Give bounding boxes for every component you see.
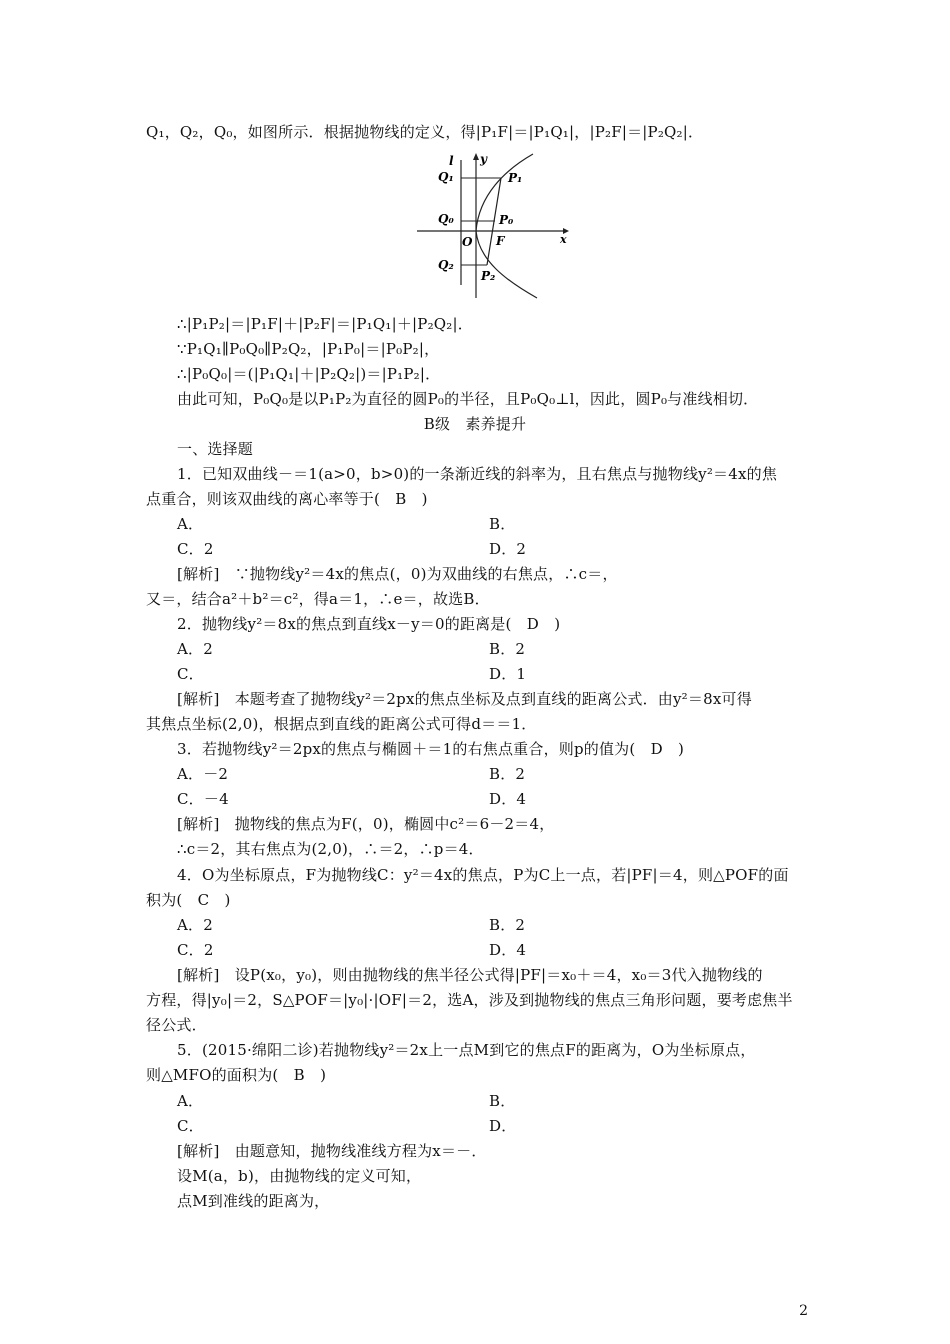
analysis-5: [解析] 由题意知，抛物线准线方程为x＝－．: [177, 1142, 487, 1160]
text-line: ∵P₁Q₁∥P₀Q₀∥P₂Q₂，|P₁P₀|＝|P₀P₂|，: [177, 340, 440, 358]
option-d: D．4: [489, 941, 527, 959]
label-o: O: [462, 235, 473, 249]
option-b: B．2: [489, 640, 526, 658]
option-c: C．: [177, 1117, 204, 1135]
option-d: D．2: [489, 540, 527, 558]
label-p2: P₂: [481, 269, 496, 283]
analysis-4: [解析] 设P(x₀，y₀)，则由抛物线的焦半径公式得|PF|＝x₀＋＝4，x₀＝3代入抛物线的: [177, 966, 763, 984]
analysis-4-cont: 方程，得|y₀|＝2，S△POF＝|y₀|·|OF|＝2，选A，涉及到抛物线的焦点三角形问题，要考虑焦半: [146, 991, 793, 1009]
option-a: A．: [177, 1092, 204, 1110]
label-p1: P₁: [508, 171, 523, 185]
option-d: D．1: [489, 665, 527, 683]
analysis-5-cont: 设M(a，b)，由抛物线的定义可知，: [177, 1167, 422, 1185]
label-f: F: [496, 234, 505, 248]
option-b: B．: [489, 1092, 516, 1110]
option-d: D．: [489, 1117, 517, 1135]
question-1-cont: 点重合，则该双曲线的离心率等于( B ): [146, 490, 428, 508]
option-c: C．2: [177, 941, 214, 959]
text-line: ∴|P₀Q₀|＝(|P₁Q₁|＋|P₂Q₂|)＝|P₁P₂|．: [177, 365, 441, 383]
analysis-1-cont: 又＝，结合a²＋b²＝c²，得a＝1，∴e＝，故选B．: [146, 590, 490, 608]
text-line: Q₁，Q₂，Q₀，如图所示．根据抛物线的定义，得|P₁F|＝|P₁Q₁|，|P₂F|＝|P₂Q₂|．: [146, 123, 704, 141]
y-axis-arrow: [473, 153, 479, 160]
option-b: B．2: [489, 916, 526, 934]
text-line: ∴|P₁P₂|＝|P₁F|＋|P₂F|＝|P₁Q₁|＋|P₂Q₂|．: [177, 315, 473, 333]
option-a: A．2: [177, 640, 213, 658]
question-4-cont: 积为( C ): [146, 891, 231, 909]
option-b: B．2: [489, 765, 526, 783]
parabola-figure: [415, 150, 575, 300]
label-l: l: [449, 154, 454, 168]
label-p0: P₀: [499, 213, 514, 227]
label-x: x: [560, 233, 567, 246]
option-d: D．4: [489, 790, 527, 808]
question-3: 3．若抛物线y²＝2px的焦点与椭圆＋＝1的右焦点重合，则p的值为( D ): [177, 740, 685, 758]
question-4: 4．O为坐标原点，F为抛物线C：y²＝4x的焦点，P为C上一点，若|PF|＝4，则△POF的面: [177, 866, 789, 884]
question-5: 5．(2015·绵阳二诊)若抛物线y²＝2x上一点M到它的焦点F的距离为，O为坐标原点，: [177, 1041, 756, 1059]
option-a: A．－2: [177, 765, 229, 783]
option-a: A．2: [177, 916, 213, 934]
label-q0: Q₀: [438, 212, 454, 226]
option-c: C．－4: [177, 790, 229, 808]
question-1: 1．已知双曲线－＝1(a>0，b>0)的一条渐近线的斜率为，且右焦点与抛物线y²＝4x的焦: [177, 465, 778, 483]
option-c: C．: [177, 665, 204, 683]
option-c: C．2: [177, 540, 214, 558]
analysis-1: [解析] ∵抛物线y²＝4x的焦点(，0)为双曲线的右焦点，∴c＝，: [177, 565, 618, 583]
analysis-3-cont: ∴c＝2，其右焦点为(2,0)，∴＝2，∴p＝4．: [177, 840, 484, 858]
question-5-cont: 则△MFO的面积为( B ): [146, 1066, 327, 1084]
label-y: y: [480, 152, 487, 166]
analysis-4-cont: 径公式．: [146, 1016, 207, 1034]
page-number: 2: [799, 1303, 808, 1319]
option-b: B．: [489, 515, 516, 533]
option-a: A．: [177, 515, 204, 533]
question-2: 2．抛物线y²＝8x的焦点到直线x－y＝0的距离是( D ): [177, 615, 561, 633]
analysis-5-cont: 点M到准线的距离为，: [177, 1192, 330, 1210]
level-heading: B级 素养提升: [423, 415, 527, 433]
label-q1: Q₁: [438, 170, 454, 184]
section-heading: 一、选择题: [177, 440, 254, 458]
analysis-2: [解析] 本题考查了抛物线y²＝2px的焦点坐标及点到直线的距离公式．由y²＝8x可得: [177, 690, 752, 708]
analysis-2-cont: 其焦点坐标(2,0)，根据点到直线的距离公式可得d＝＝1．: [146, 715, 537, 733]
label-q2: Q₂: [438, 258, 454, 272]
text-line: 由此可知，P₀Q₀是以P₁P₂为直径的圆P₀的半径，且P₀Q₀⊥l，因此，圆P₀与准线相切．: [177, 390, 759, 408]
analysis-3: [解析] 抛物线的焦点为F(，0)，椭圆中c²＝6－2＝4，: [177, 815, 555, 833]
